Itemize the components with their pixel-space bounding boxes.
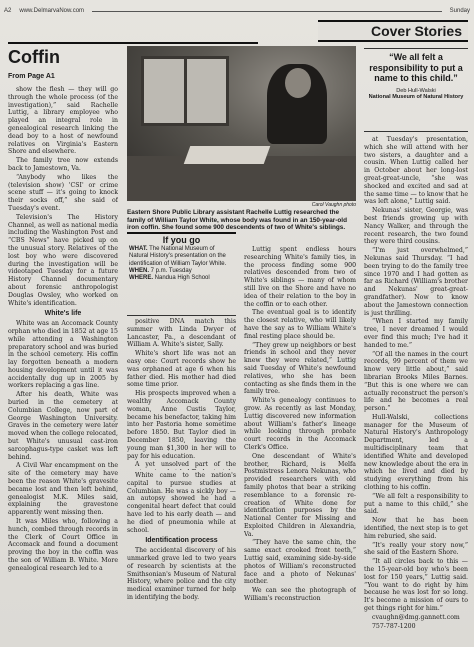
where-label: WHERE.	[129, 275, 153, 282]
paragraph: Nekunas' sister, Georgie, was best friends growing up with Nancy Walker, and through the recent research, the two found they were third cousins.	[364, 207, 468, 246]
subhead: White's life	[44, 310, 82, 318]
site-url: www.DelmarvaNow.com	[19, 8, 85, 14]
paragraph: Hull-Walski, collections manager for the Museum of Natural History's Anthropology Department, led a multidisciplinary team that identified White and developed new knowledge about the era in which he lived and died by studying everything from his clothing to his coffin.	[364, 413, 468, 492]
what-line	[129, 246, 234, 268]
paragraph: Television's The History Channel, as well as national media including the Washington Post and “CBS News” have picked up on the unusual story. Relatives of the lost boy who were discovered during the investigation will be videotaped Tuesday for a future History Channel documentary about forensic anthropologist Douglas Owsley, who worked on White's identification.	[8, 213, 118, 307]
paragraph: The accidental discovery of his unmarked grave led to two years of research by scientists at the Smithsonian's Museum of Natural History, where police and the city medical examiner turned for help in identifying the body.	[127, 547, 236, 601]
page-header	[4, 4, 470, 18]
quote-org: National Museum of Natural History	[368, 94, 464, 101]
paragraph: White was an Accomack County orphan who died in 1852 at age 15 while attending a Washington preparatory school and was buried in the school cemetery. His coffin lay forgotten beneath a modern housing development until it was accidentally dug up in 2005 by workers replacing a gas line.	[8, 320, 118, 390]
paragraph: One descendant of White's brother, Richard, is Melfa Postmistress Lenora Nekunas, who provided researchers with old family photos that bear a striking resemblance to a forensic re-creation of White done for identification purposes by the National Center for Missing and Exploited Children in Alexandria, Va.	[244, 452, 356, 538]
article-photo	[127, 46, 356, 201]
paragraph: “I'm just overwhelmed,” Nekunas said Thursday. “I had been trying to do the family tree since 1970 and I had gotten as far as Richard (William's brother and Nekunas' great-great-grandfather). Now to know about the Jamestown connection is just thrilling.	[364, 247, 468, 317]
paragraph: White's genealogy continues to grow. As recently as last Monday, Luttig discovered new information about William's father's lineage while looking through probate court records in the Accomack Clerk's Office.	[244, 397, 356, 451]
paragraph: A Civil War encampment on the site of the cemetery may have been the reason White's gravesite became lost and then left behind, genealogist M.K. Miles said, explaining the gravestone apparently went missing then.	[8, 462, 118, 517]
author-phone: 757-787-1200	[372, 622, 416, 630]
quote-name: Deb Hull-Walski	[396, 87, 436, 94]
column-1	[8, 86, 118, 641]
photo-face	[285, 68, 311, 98]
when-line	[129, 268, 234, 275]
header-rule	[92, 11, 442, 12]
headline-rule	[8, 42, 258, 44]
paragraph: “Anybody who likes the (television show) 'CSI' or crime scene stuff — it's going to knock their socks off,” she said of Tuesday's event.	[8, 173, 118, 212]
if-you-go-title: If you go	[162, 235, 201, 245]
paragraph: The family tree now extends back to Jamestown, Va.	[8, 157, 118, 172]
paragraph: “It all circles back to this — the 15-year-old boy who's been lost for 150 years,” Luttig said. “You want to do right by him because he was lost for so long. It's become a mission of ours to get things right for him.”	[364, 558, 468, 613]
paragraph: White's short life was not an easy one: Court records show he was orphaned at age 6 when his father died. His mother had died some time prior.	[127, 350, 236, 389]
what-value: The National Museum of Natural History's presentation on the identification of William Taylor White.	[129, 246, 227, 267]
if-you-go-box	[127, 232, 236, 316]
photo-window	[141, 56, 229, 126]
paragraph: After his death, White was buried in the cemetery at Columbian College, now part of George Washington University. Graves in the cemetery were later moved when the college relocated, but White's unusual cast-iron sarcophagus-type casket was left behind.	[8, 391, 118, 461]
column-3	[244, 246, 356, 642]
paragraph: “Of all the names in the court records, 99 percent of them we know very little about,” said librarian Brooks Miles Barnes. “But this is one where we can actually reconstruct the person's life and he becomes a real person.”	[364, 350, 468, 413]
paragraph: White came to the nation's capital to pursue studies at Columbian. He was a sickly boy — an autopsy showed he had a congenital heart defect that could have led to his early death — and he died of pneumonia while at school.	[127, 472, 236, 534]
pull-quote	[364, 48, 468, 132]
weekday: Sunday	[449, 8, 470, 14]
column-4	[364, 136, 468, 641]
paragraph: positive DNA match this summer with Linda Dwyer of Lancaster, Pa., a descendant of William A. White's sister, Sally.	[127, 318, 236, 349]
photo-credit: Carol Vaughn photo	[311, 202, 356, 208]
paragraph: “They grew up neighbors or best friends in school and they never knew they were related,” Luttig said Tuesday of White's newfound relatives, who she has been contacting as she finds them in the family tree.	[244, 341, 356, 396]
paragraph: We can see the photograph of William's reconstruction	[244, 587, 356, 603]
subhead: Identification process	[145, 537, 218, 545]
what-label: WHAT.	[129, 246, 148, 253]
headline: Coffin	[8, 47, 60, 67]
paragraph: “When I started my family tree, I never dreamed I would ever find this much; I've had it handed to me.”	[364, 318, 468, 349]
paragraph: show the flesh — they will go through the whole process (of the investigation),” said Rachelle Luttig, a library employee who played an integral role in genealogical research linking the dead boy to a host of newfound relatives on Virginia's Eastern Shore and elsewhere.	[8, 86, 118, 156]
paragraph: A yet unsolved part of the	[135, 461, 236, 469]
where-value: Nandua High School	[154, 275, 210, 282]
photo-papers	[184, 146, 271, 164]
author-email[interactable]: cvaughn@dmg.gannett.com	[372, 613, 460, 621]
paragraph: Luttig spent endless hours researching White's family ties, in the process finding some 900 relatives descended from two of White's siblings — many of whom still live on the Shore and have no idea of their relation to the boy in the coffin or to each other.	[244, 246, 356, 308]
photo-caption: Eastern Shore Public Library assistant Rachelle Luttig researched the family of William Taylor White, whose body was found in an 150-year-old iron coffin. She found some 900 descendents of two of White's siblings.	[127, 209, 347, 232]
when-label: WHEN.	[129, 267, 149, 274]
jump-line: From Page A1	[8, 73, 55, 80]
paragraph: “We all felt a responsibility to put a name to this child,” she said.	[364, 492, 468, 516]
pull-quote-text: “We all felt a responsibility to put a name to this child.”	[369, 52, 463, 83]
paragraph: “It's really your story now,” she said of the Eastern Shore.	[364, 541, 468, 557]
when-value: 7 p.m. Tuesday	[150, 267, 192, 274]
paragraph: “They have the same chin, the same exact crooked front teeth,” Luttig said, examining side-by-side photos of William's reconstructed face and a photo of Nekunas' mother.	[244, 539, 356, 586]
column-2	[127, 318, 236, 470]
paragraph: His prospects improved when a wealthy Accomack County woman, Anne Custis Taylor, became his benefactor, taking him into her Pastoria home sometime before 1850. But Taylor died in December 1850, leaving the young man $1,300 in her will to pay for his education.	[127, 390, 236, 460]
paragraph: It was Miles who, following a hunch, combed through records in the Clerk of Court Office in Accomack and found a document proving the boy in the coffin was the son of William B. White. More genealogical research led to a	[8, 518, 118, 572]
paragraph: Now that he has been identified, the next step is to get him reburied, she said.	[364, 517, 468, 540]
pull-quote-attribution	[364, 88, 468, 101]
paragraph: at Tuesday's presentation, which she will attend with her two sisters, a daughter and a cousin. When Luttig called her in October about her long-lost great-great-uncle, “she was shocked and excited and sad at the same time — to know that he was left alone,” Luttig said.	[364, 136, 468, 206]
page-number: A2	[4, 8, 12, 14]
paragraph: The eventual goal is to identify the closest relative, who will likely have the say as to William White's final resting place should be.	[244, 309, 356, 340]
where-line	[129, 275, 234, 282]
column-2-lower	[127, 472, 236, 642]
section-label: Cover Stories	[318, 20, 468, 42]
